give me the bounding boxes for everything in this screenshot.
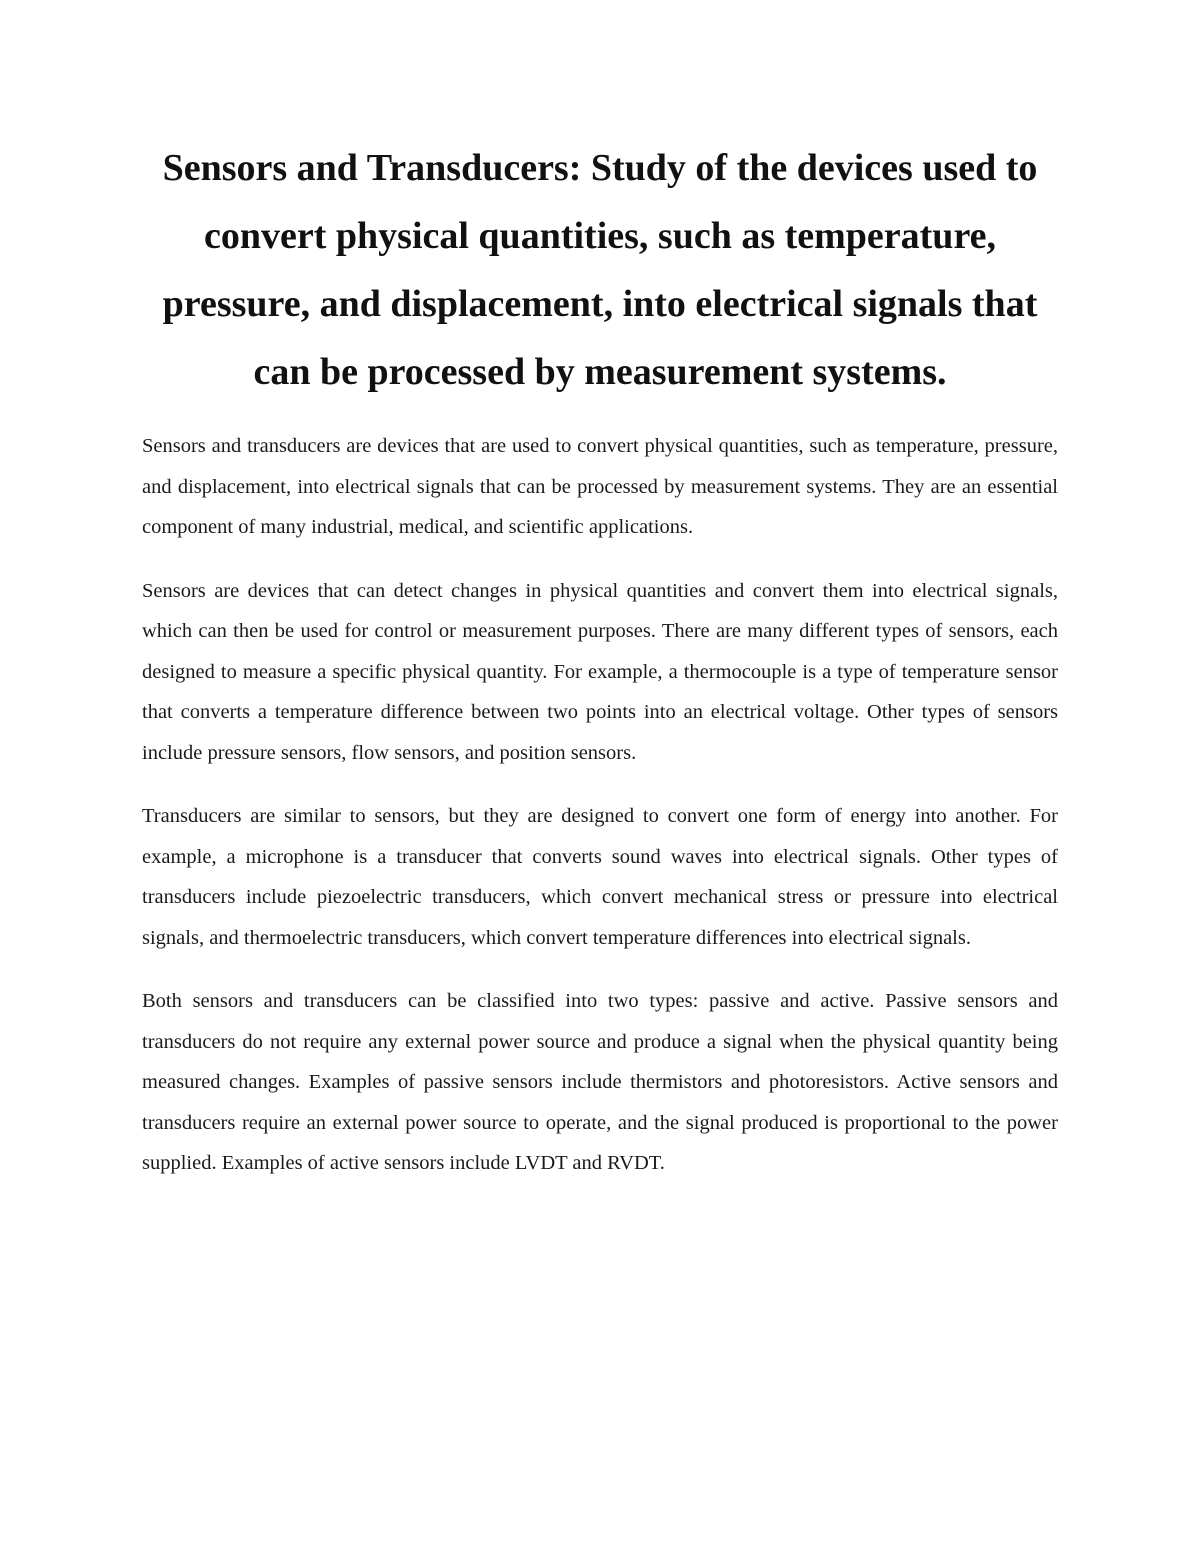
paragraph-passive-active: Both sensors and transducers can be classified into two types: passive and active. Passive sensors and transducers do not require any external power source and produce a signal when the physical quantity being measured changes. Examples of passive sensors include thermistors and photoresistors. Active sensors and transducers require an external power source to operate, and the signal produced is proportional to the power supplied. Examples of active sensors include LVDT and RVDT. [142,990,1058,1174]
paragraph-intro: Sensors and transducers are devices that are used to convert physical quantities, such as temperature, pressure, and displacement, into electrical signals that can be processed by measurement systems. They are an essential component of many industrial, medical, and scientific applications. [142,435,1058,538]
paragraph-transducers: Transducers are similar to sensors, but they are designed to convert one form of energy into another. For example, a microphone is a transducer that converts sound waves into electrical signals. Other types of transducers include piezoelectric transducers, which convert mechanical stress or pressure into electrical signals, and thermoelectric transducers, which convert temperature differences into electrical signals. [142,805,1058,949]
paragraph-sensors: Sensors are devices that can detect changes in physical quantities and convert them into electrical signals, which can then be used for control or measurement purposes. There are many different types of sensors, each designed to measure a specific physical quantity. For example, a thermocouple is a type of temperature sensor that converts a temperature difference between two points into an electrical voltage. Other types of sensors include pressure sensors, flow sensors, and position sensors. [142,579,1058,764]
document-content [142,134,1058,1207]
document-title: Sensors and Transducers: Study of the devices used to convert physical quantities, such as temperature, pressure, and displacement, into electrical signals that can be processed by measurement systems. [162,147,1038,393]
